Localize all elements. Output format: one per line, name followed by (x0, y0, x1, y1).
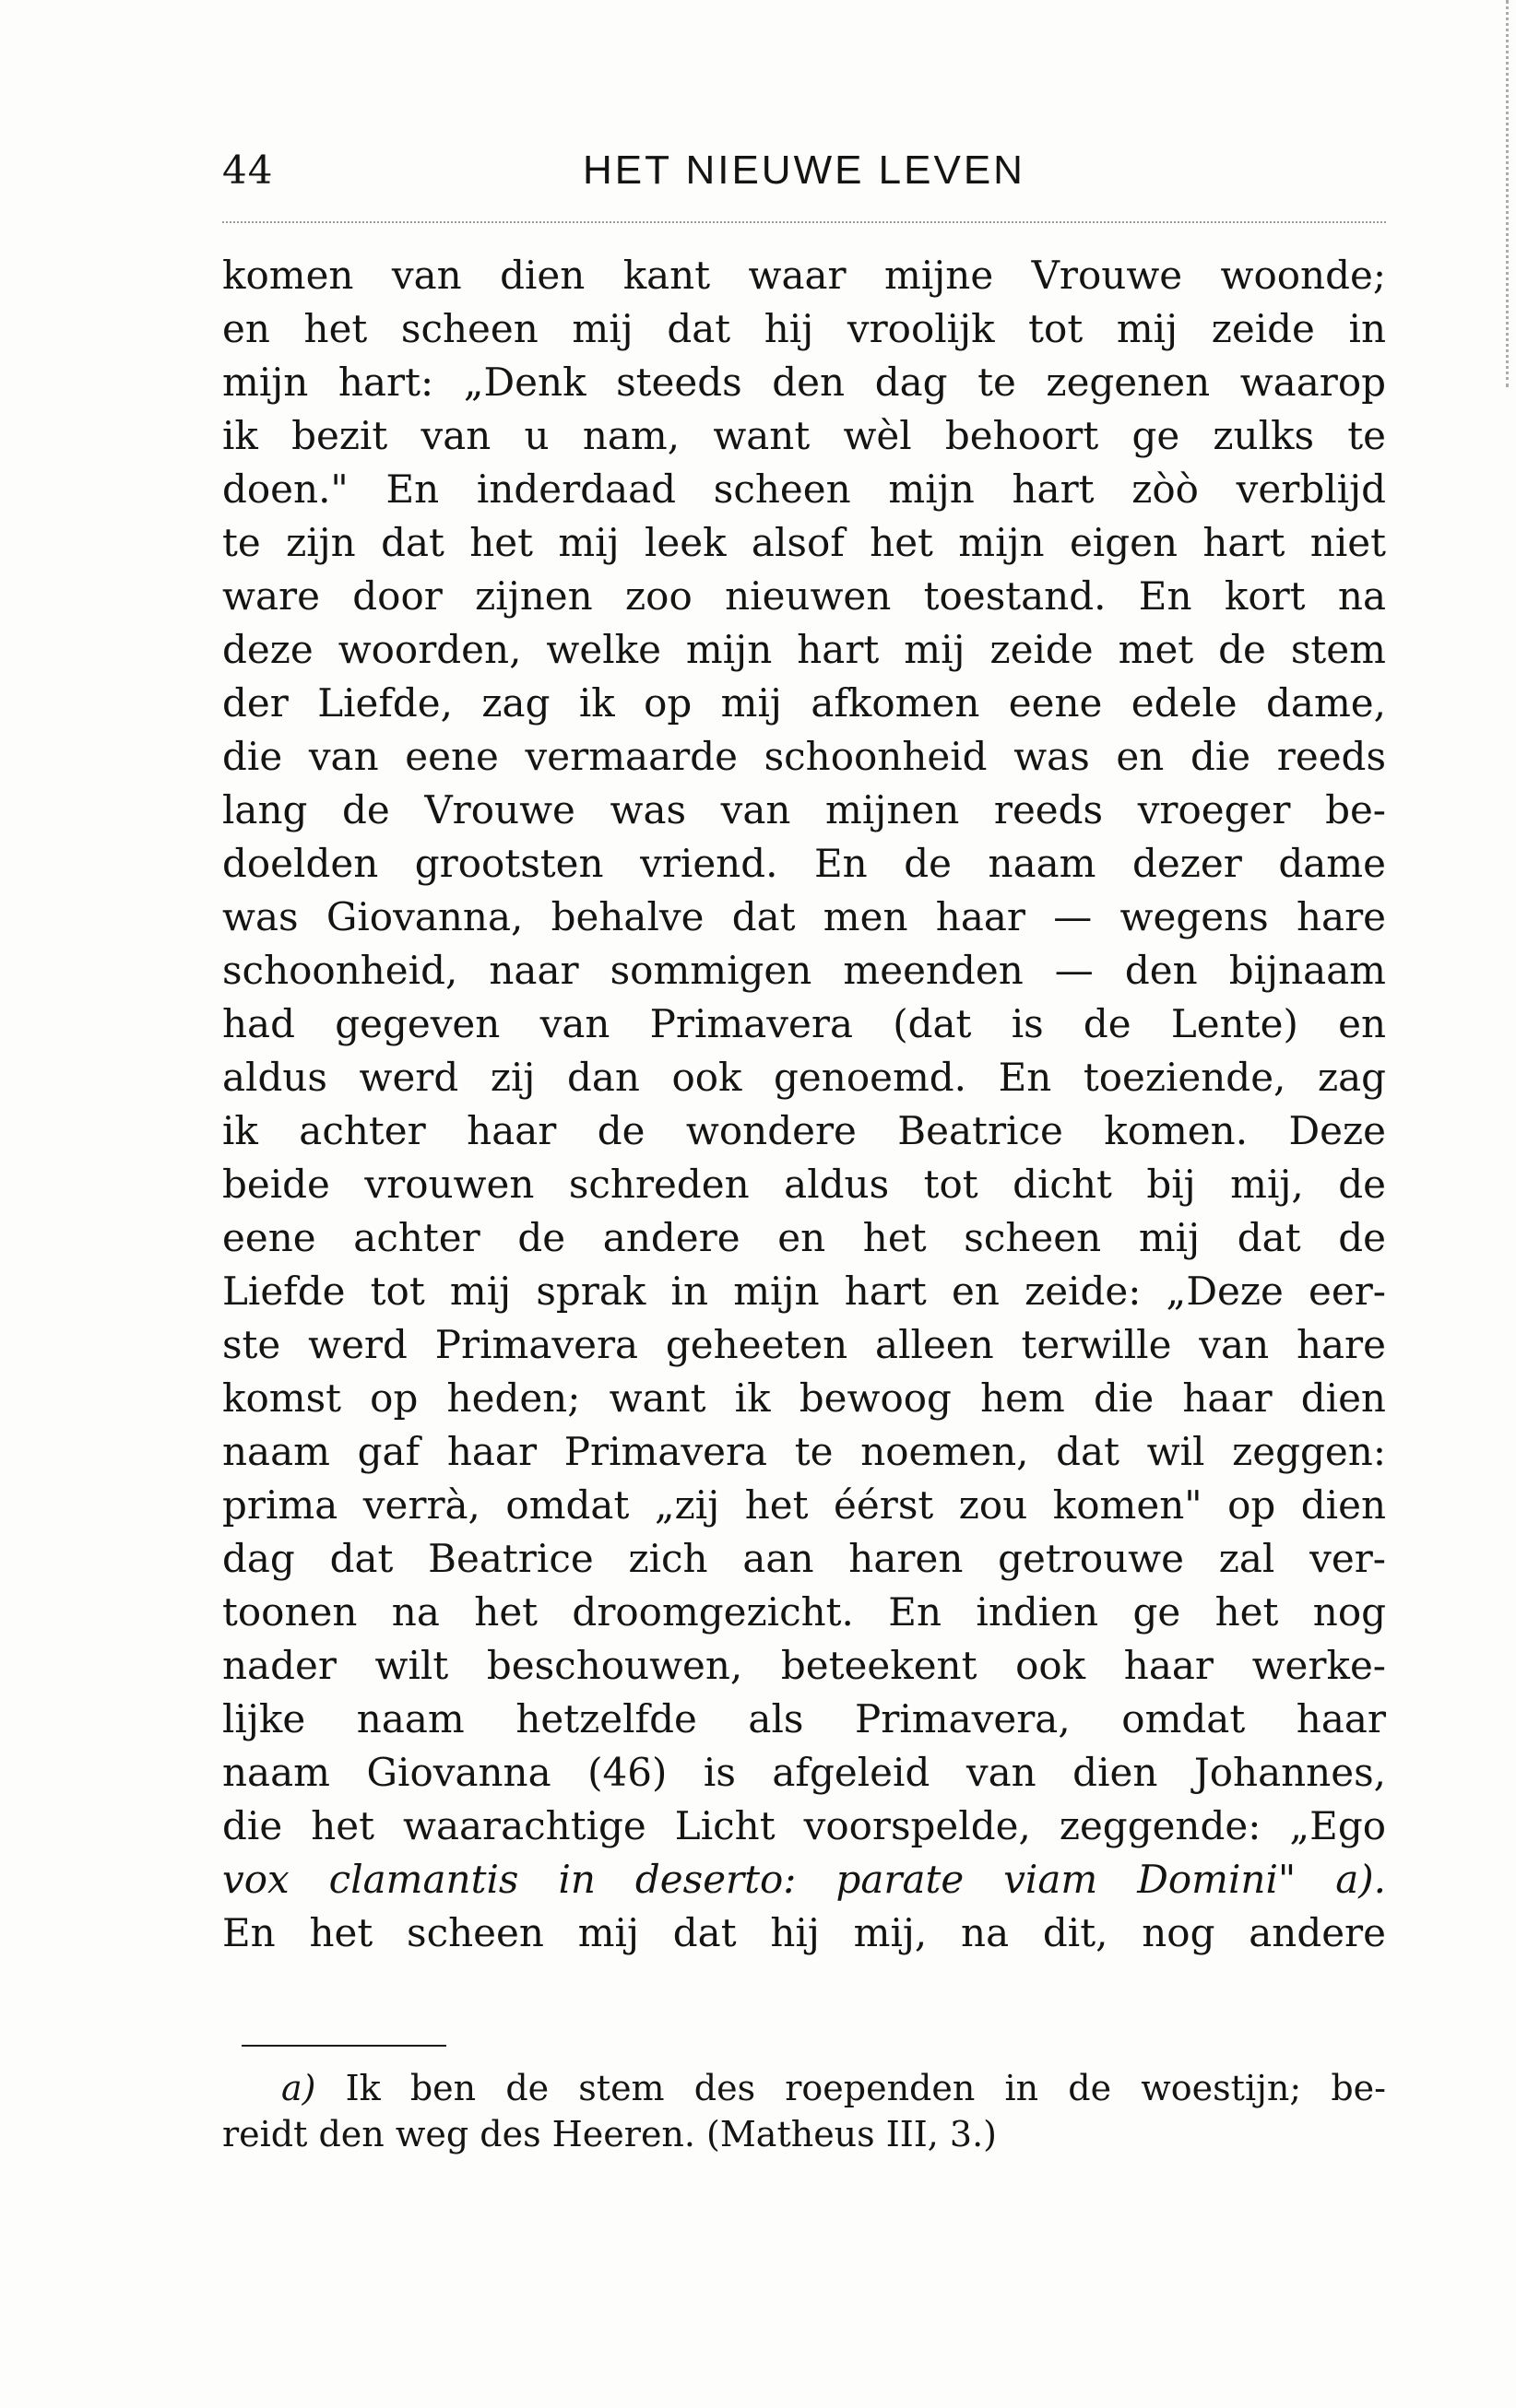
text-line: deze woorden, welke mijn hart mij zeide met de stem (222, 627, 1386, 672)
footnote (222, 2065, 1386, 2157)
footnote-line (222, 2065, 1386, 2111)
page-header (222, 138, 1386, 203)
text-line: schoonheid, naar sommigen meenden — den bijnaam (222, 948, 1386, 993)
text-line: aldus werd zij dan ook genoemd. En toeziende, zag (222, 1055, 1386, 1100)
text-line: die van eene vermaarde schoonheid was en die reeds (222, 734, 1386, 779)
text-line: Liefde tot mij sprak in mijn hart en zeide: „Deze eer- (222, 1269, 1386, 1314)
latin-quote-line: vox clamantis in deserto: parate viam Domini" a). (222, 1857, 1386, 1902)
page-number: 44 (222, 148, 274, 193)
text-line: die het waarachtige Licht voorspelde, zeggende: „Ego (222, 1803, 1386, 1848)
text-line: ik bezit van u nam, want wèl behoort ge zulks te (222, 413, 1386, 458)
footnote-text: Ik ben de stem des roependen in de woestijn; be- (345, 2068, 1386, 2108)
text-line: en het scheen mij dat hij vroolijk tot mij zeide in (222, 306, 1386, 351)
text-line: toonen na het droomgezicht. En indien ge het nog (222, 1589, 1386, 1635)
text-line: dag dat Beatrice zich aan haren getrouwe zal ver- (222, 1536, 1386, 1581)
text-line: ik achter haar de wondere Beatrice komen. Deze (222, 1108, 1386, 1153)
text-line: komst op heden; want ik bewoog hem die haar dien (222, 1375, 1386, 1421)
text-line: lang de Vrouwe was van mijnen reeds vroeger be- (222, 787, 1386, 832)
text-line: doelden grootsten vriend. En de naam dezer dame (222, 841, 1386, 886)
text-line: was Giovanna, behalve dat men haar — wegens hare (222, 894, 1386, 939)
scan-edge-marks (1487, 0, 1509, 387)
text-line: prima verrà, omdat „zij het éérst zou komen" op dien (222, 1482, 1386, 1528)
text-line: nader wilt beschouwen, beteekent ook haar werke- (222, 1643, 1386, 1688)
text-line: beide vrouwen schreden aldus tot dicht bij mij, de (222, 1162, 1386, 1207)
footnote-divider (242, 2045, 446, 2047)
text-line: komen van dien kant waar mijne Vrouwe woonde; (222, 253, 1386, 298)
text-line: had gegeven van Primavera (dat is de Lente) en (222, 1001, 1386, 1046)
running-title: HET NIEUWE LEVEN (583, 148, 1025, 193)
text-line: ste werd Primavera geheeten alleen terwille van hare (222, 1322, 1386, 1367)
text-line: te zijn dat het mij leek alsof het mijn eigen hart niet (222, 520, 1386, 565)
footnote-line: reidt den weg des Heeren. (Matheus III, 3.) (222, 2114, 998, 2154)
body-text (222, 249, 1386, 1960)
text-line: der Liefde, zag ik op mij afkomen eene edele dame, (222, 680, 1386, 726)
text-line: lijke naam hetzelfde als Primavera, omdat haar (222, 1696, 1386, 1741)
text-line: mijn hart: „Denk steeds den dag te zegenen waarop (222, 360, 1386, 405)
text-line: naam Giovanna (46) is afgeleid van dien Johannes, (222, 1750, 1386, 1795)
header-divider (222, 221, 1386, 223)
footnote-marker: a) (281, 2068, 316, 2108)
text-line: En het scheen mij dat hij mij, na dit, nog andere (222, 1910, 1386, 1955)
text-line: eene achter de andere en het scheen mij dat de (222, 1215, 1386, 1260)
text-line: naam gaf haar Primavera te noemen, dat wil zeggen: (222, 1429, 1386, 1474)
text-line: doen." En inderdaad scheen mijn hart zòò verblijd (222, 466, 1386, 512)
text-line: ware door zijnen zoo nieuwen toestand. En kort na (222, 573, 1386, 619)
